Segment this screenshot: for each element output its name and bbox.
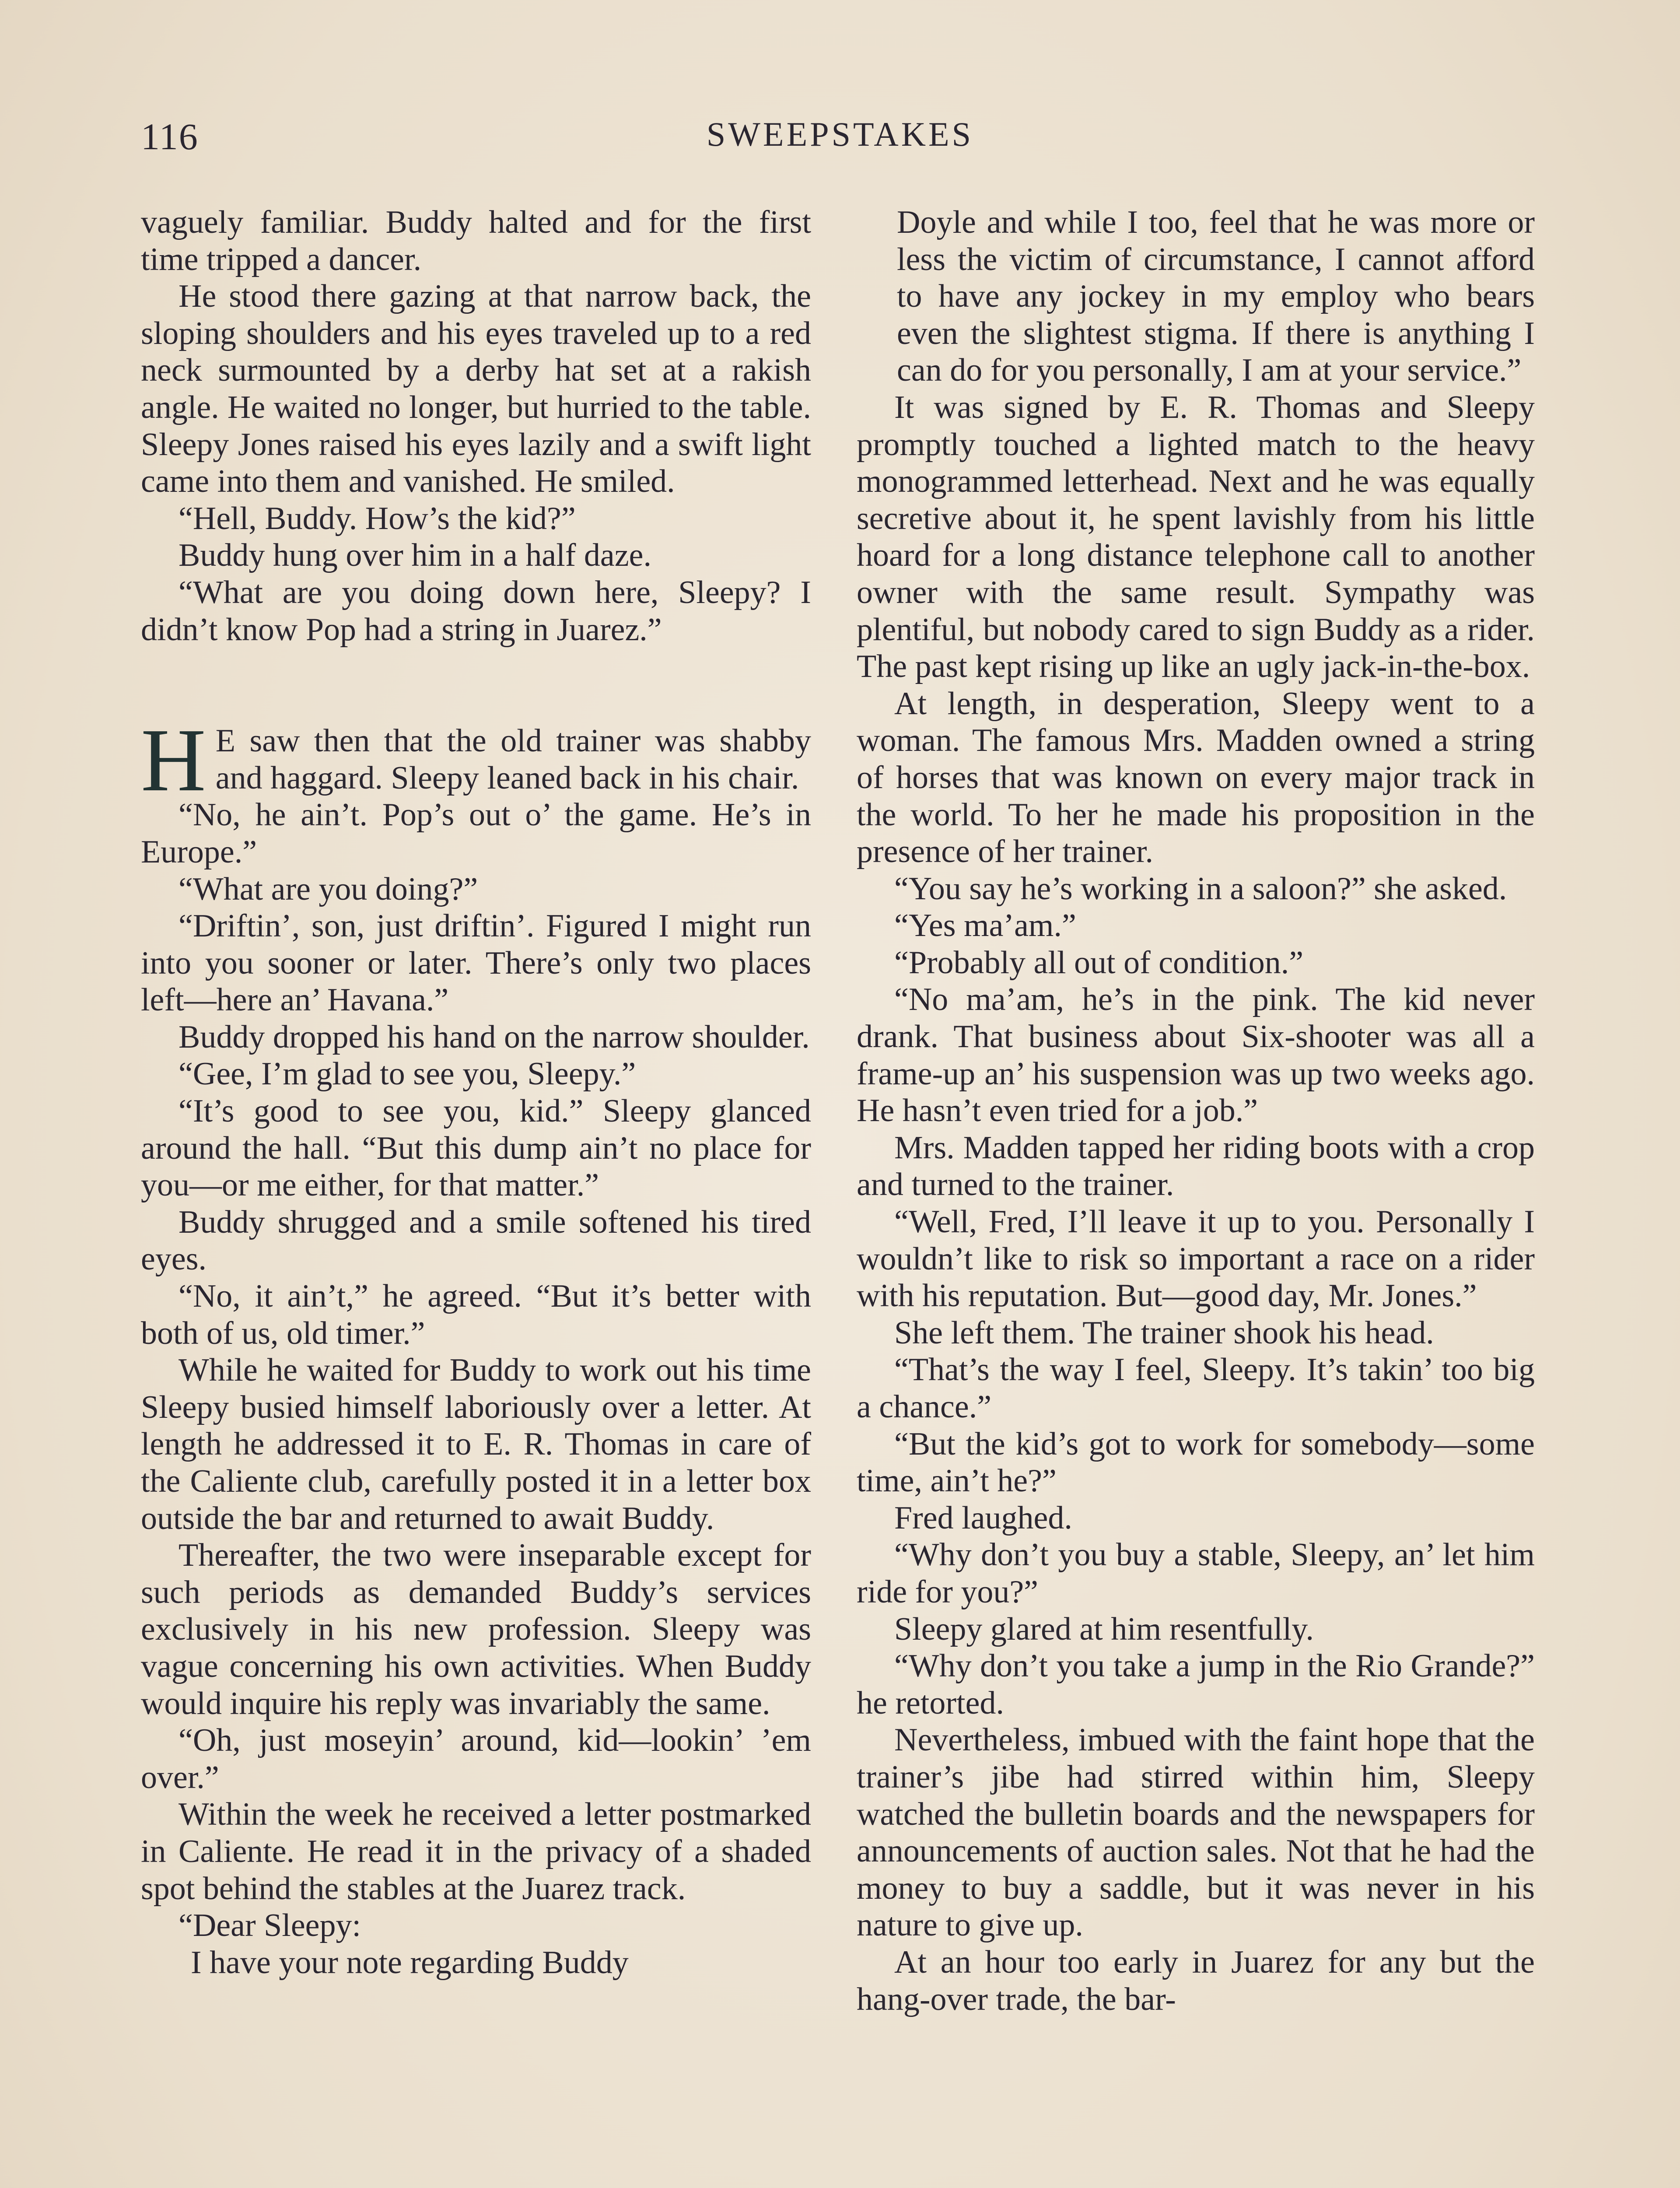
paragraph: “Yes ma’am.” (894, 908, 1076, 944)
paragraph: “Oh, just moseyin’ around, kid—lookin’ ’em over.” (141, 1722, 811, 1795)
paragraph: Fred laughed. (894, 1500, 1072, 1536)
letter-body: I have your note regarding Buddy (191, 1944, 629, 1981)
paragraph: “No ma’am, he’s in the pink. The kid never drank. That business about Six-shooter was all a frame-up an’ his suspension was up two weeks ago. He hasn’t even tried for a job.” (857, 982, 1535, 1129)
page-header (141, 115, 1539, 163)
paragraph-text: E saw then that the old trainer was shabby and haggard. Sleepy leaned back in his chair. (215, 723, 811, 796)
paragraph: Thereafter, the two were inseparable except for such periods as demanded Buddy’s services exclusively in his new profession. Sleepy was vague concerning his own activities. When Buddy would inquire his reply was invariably the same. (141, 1537, 811, 1722)
paragraph: “Gee, I’m glad to see you, Sleepy.” (178, 1056, 636, 1092)
paragraph: It was signed by E. R. Thomas and Sleepy promptly touched a lighted match to the heavy monogrammed letterhead. Next and he was equally secretive about it, he spent lavishly from his little hoard for a long distance telephone call to another owner with the same result. Sympathy was plentiful, but nobody cared to sign Buddy as a rider. The past kept rising up like an ugly jack-in-the-box. (857, 389, 1535, 685)
paragraph: “No, it ain’t,” he agreed. “But it’s better with both of us, old timer.” (141, 1278, 811, 1351)
paragraph: “Probably all out of condition.” (894, 944, 1304, 981)
paragraph: “You say he’s working in a saloon?” she asked. (894, 870, 1507, 907)
paragraph: “Driftin’, son, just driftin’. Figured I might run into you sooner or later. There’s only two places left—here an’ Havana.” (141, 908, 811, 1018)
section-opening-paragraph (141, 710, 811, 810)
paragraph: “That’s the way I feel, Sleepy. It’s takin’ too big a chance.” (857, 1352, 1535, 1425)
paragraph: “What are you doing?” (178, 871, 478, 907)
paragraph: At length, in desperation, Sleepy went to a woman. The famous Mrs. Madden owned a string of horses that was known on every major track in the world. To her he made his proposition in the presence of her trainer. (857, 685, 1535, 870)
paragraph: “Well, Fred, I’ll leave it up to you. Personally I wouldn’t like to risk so important a race on a rider with his reputation. But—good day, Mr. Jones.” (857, 1204, 1535, 1314)
right-column (857, 204, 1535, 2018)
paragraph: At an hour too early in Juarez for any but the hang-over trade, the bar- (857, 1944, 1535, 2017)
paragraph: He stood there gazing at that narrow back, the sloping shoulders and his eyes traveled up to a red neck surmounted by a derby hat set at a rakish angle. He waited no longer, but hurried to the table. Sleepy Jones raised his eyes lazily and a swift light came into them and vanished. He smiled. (141, 278, 811, 500)
paragraph: “No, he ain’t. Pop’s out o’ the game. He’s in Europe.” (141, 797, 811, 870)
letter-salutation: “Dear Sleepy: (178, 1907, 361, 1944)
paragraph: “Why don’t you buy a stable, Sleepy, an’ let him ride for you?” (857, 1537, 1535, 1610)
paragraph: vaguely familiar. Buddy halted and for the first time tripped a dancer. (141, 204, 811, 277)
paragraph: “It’s good to see you, kid.” Sleepy glanced around the hall. “But this dump ain’t no place for you—or me either, for that matter.” (141, 1093, 811, 1203)
paragraph: Mrs. Madden tapped her riding boots with a crop and turned to the trainer. (857, 1129, 1535, 1203)
paragraph: “What are you doing down here, Sleepy? I didn’t know Pop had a string in Juarez.” (141, 574, 811, 648)
drop-cap: H (141, 710, 206, 810)
paragraph: Buddy dropped his hand on the narrow shoulder. (178, 1019, 810, 1055)
section-break (141, 648, 811, 722)
paragraph: Sleepy glared at him resentfully. (894, 1611, 1314, 1647)
running-title: SWEEPSTAKES (706, 115, 974, 153)
paragraph: Buddy shrugged and a smile softened his tired eyes. (141, 1204, 811, 1277)
paragraph: She left them. The trainer shook his head. (894, 1315, 1434, 1351)
letter-body: Doyle and while I too, feel that he was more or less the victim of circumstance, I cannot afford to have any jockey in my employ who bears even the slightest stigma. If there is anything I can do for you personally, I am at your service.” (897, 204, 1535, 389)
paragraph: Nevertheless, imbued with the faint hope that the trainer’s jibe had stirred within him, Sleepy watched the bulletin boards and the newspapers for announcements of auction sales. Not that he had the money to buy a saddle, but it was never in his nature to give up. (857, 1722, 1535, 1943)
paragraph: Buddy hung over him in a half daze. (178, 537, 651, 574)
paragraph: “Why don’t you take a jump in the Rio Grande?” he retorted. (857, 1648, 1535, 1721)
page-number: 116 (141, 116, 199, 158)
left-column (141, 204, 811, 1981)
paragraph: “But the kid’s got to work for somebody—some time, ain’t he?” (857, 1426, 1535, 1499)
paragraph: “Hell, Buddy. How’s the kid?” (178, 500, 576, 536)
paragraph: While he waited for Buddy to work out his time Sleepy busied himself laboriously over a letter. At length he addressed it to E. R. Thomas in care of the Caliente club, carefully posted it in a letter box outside the bar and returned to await Buddy. (141, 1352, 811, 1536)
paragraph: Within the week he received a letter postmarked in Caliente. He read it in the privacy of a shaded spot behind the stables at the Juarez track. (141, 1796, 811, 1907)
